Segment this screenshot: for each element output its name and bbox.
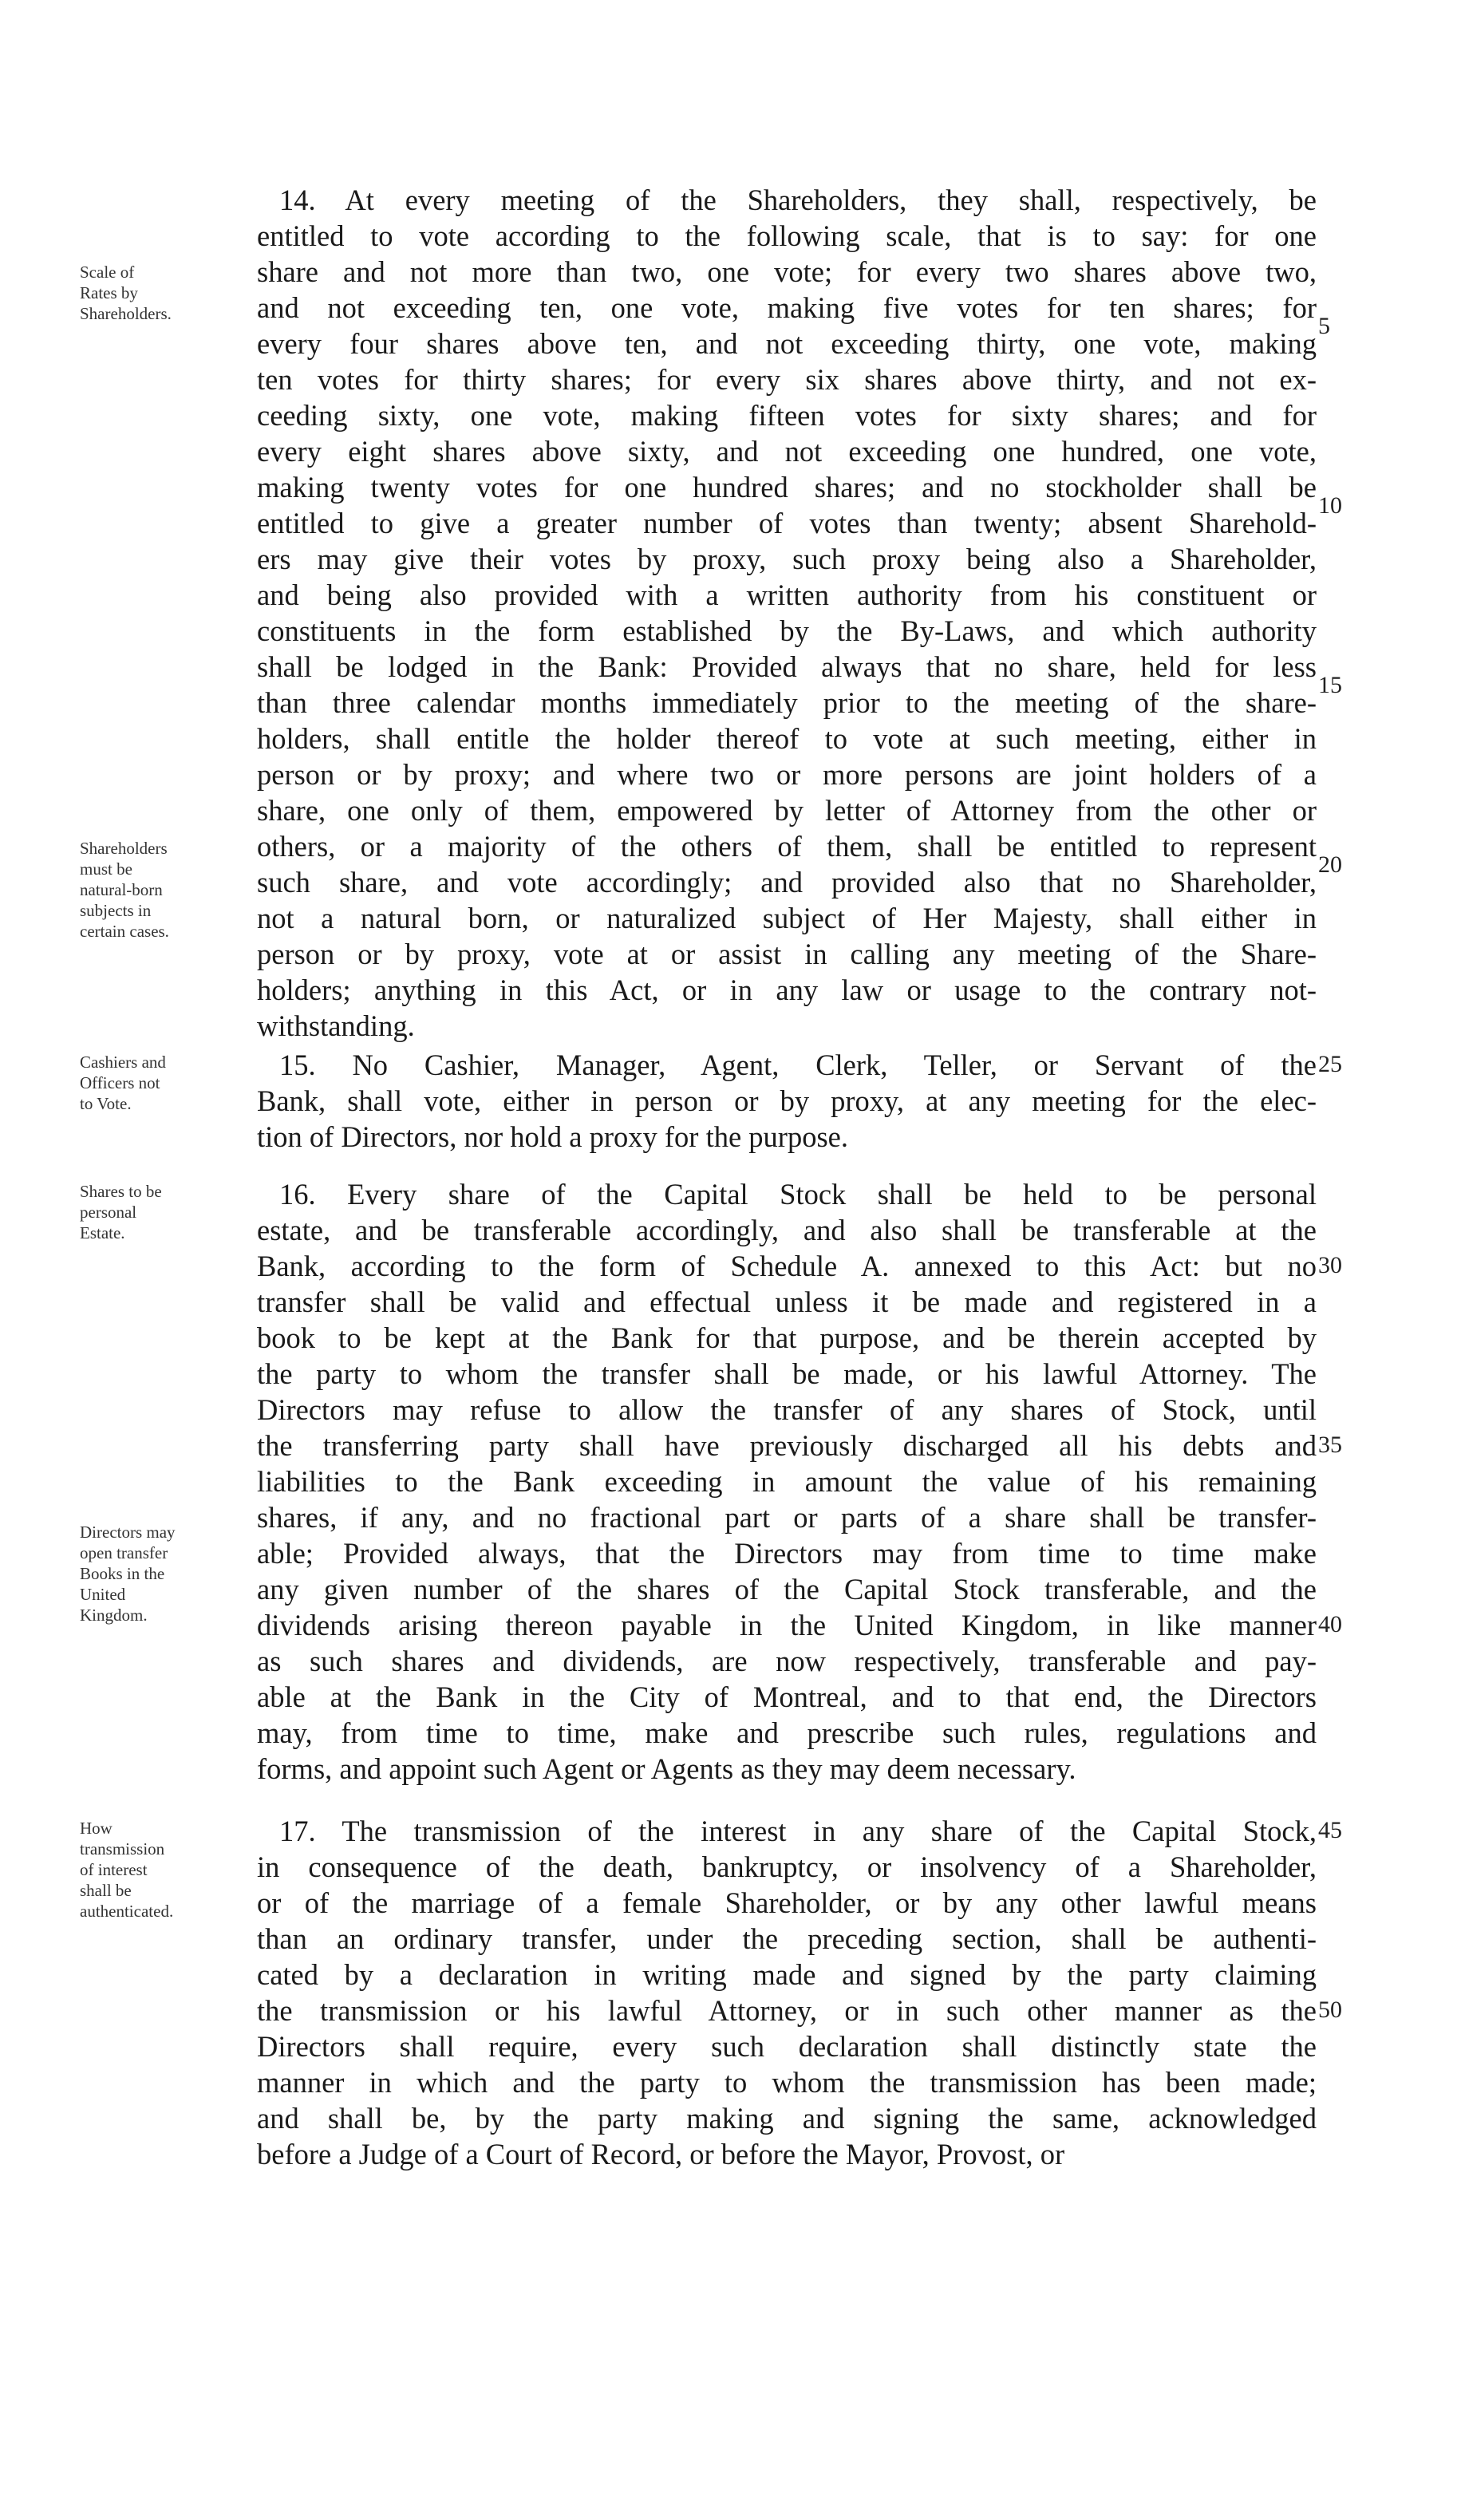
margin-note-line: subjects in	[80, 901, 152, 920]
text-line: Directors may refuse to allow the transfer of any shares of Stock, until	[257, 1393, 1317, 1426]
text-line: Directors shall require, every such declaration shall distinctly state the	[257, 2030, 1317, 2063]
text-line: entitled to give a greater number of votes than twenty; absent Sharehold-	[257, 507, 1317, 539]
text-line: as such shares and dividends, are now respectively, transferable and pay-	[257, 1645, 1317, 1677]
margin-note-line: transmission	[80, 1839, 165, 1858]
margin-note-line: must be	[80, 859, 132, 879]
text-line: estate, and be transferable accordingly, and also shall be transferable at the	[257, 1214, 1317, 1246]
text-line: shares, if any, and no fractional part or parts of a share shall be transfer-	[257, 1501, 1317, 1534]
text-line: entitled to vote according to the following scale, that is to say: for one	[257, 219, 1317, 252]
margin-note-cashiers-officers	[80, 1052, 243, 1114]
margin-note-line: authenticated.	[80, 1902, 174, 1921]
text-line: share and not more than two, one vote; for every two shares above two,	[257, 255, 1317, 288]
text-line: 16. Every share of the Capital Stock shall be held to be personal	[279, 1178, 1317, 1211]
text-line: share, one only of them, empowered by letter of Attorney from the other or	[257, 794, 1317, 827]
section-14	[257, 182, 1317, 1044]
margin-note-line: How	[80, 1819, 113, 1838]
text-line: liabilities to the Bank exceeding in amount the value of his remaining	[257, 1465, 1317, 1498]
text-line: ers may give their votes by proxy, such proxy being also a Shareholder,	[257, 543, 1317, 575]
margin-note-line: Officers not	[80, 1073, 160, 1092]
section-17	[257, 1813, 1317, 2172]
text-line: withstanding.	[257, 1009, 415, 1042]
text-line: than an ordinary transfer, under the preceding section, shall be authenti-	[257, 1922, 1317, 1955]
text-line: manner in which and the party to whom the transmission has been made;	[257, 2066, 1317, 2099]
text-line: in consequence of the death, bankruptcy, or insolvency of a Shareholder,	[257, 1851, 1317, 1883]
text-line: making twenty votes for one hundred shares; and no stockholder shall be	[257, 471, 1317, 504]
text-line: and shall be, by the party making and signing the same, acknowledged	[257, 2102, 1317, 2135]
margin-note-line: United	[80, 1585, 126, 1604]
text-line: and being also provided with a written authority from his constituent or	[257, 579, 1317, 611]
text-line: transfer shall be valid and effectual unless it be made and registered in a	[257, 1286, 1317, 1318]
margin-note-line: to Vote.	[80, 1094, 132, 1113]
margin-note-line: Directors may	[80, 1523, 176, 1542]
text-line: than three calendar months immediately prior to the meeting of the share-	[257, 686, 1317, 719]
text-line: such share, and vote accordingly; and provided also that no Shareholder,	[257, 866, 1317, 899]
line-number: 35	[1318, 1432, 1342, 1458]
text-line: the transferring party shall have previously discharged all his debts and	[257, 1429, 1317, 1462]
margin-note-transmission-interest	[80, 1818, 243, 1922]
text-line: forms, and appoint such Agent or Agents as they may deem necessary.	[257, 1752, 1076, 1785]
margin-note-scale-of-rates	[80, 262, 243, 324]
text-line: every eight shares above sixty, and not exceeding one hundred, one vote,	[257, 435, 1317, 468]
margin-note-line: Rates by	[80, 283, 138, 302]
text-line: Bank, according to the form of Schedule A. annexed to this Act: but no	[257, 1250, 1317, 1282]
margin-note-line: shall be	[80, 1881, 132, 1900]
margin-note-line: Cashiers and	[80, 1053, 166, 1072]
line-number: 15	[1318, 672, 1342, 698]
section-15	[257, 1047, 1317, 1155]
text-line: able; Provided always, that the Directors may from time to time make	[257, 1537, 1317, 1570]
margin-note-line: Kingdom.	[80, 1606, 148, 1625]
line-number: 50	[1318, 1997, 1342, 2023]
text-line: every four shares above ten, and not exceeding thirty, one vote, making	[257, 327, 1317, 360]
text-line: the transmission or his lawful Attorney, or in such other manner as the	[257, 1994, 1317, 2027]
text-line: the party to whom the transfer shall be made, or his lawful Attorney. The	[257, 1357, 1317, 1390]
line-number: 20	[1318, 851, 1342, 878]
text-line: 17. The transmission of the interest in any share of the Capital Stock,	[279, 1815, 1317, 1847]
margin-note-line: open transfer	[80, 1543, 168, 1562]
text-line: not a natural born, or naturalized subject of Her Majesty, shall either in	[257, 902, 1317, 934]
text-line: Bank, shall vote, either in person or by proxy, at any meeting for the elec-	[257, 1084, 1317, 1117]
text-line: book to be kept at the Bank for that purpose, and be therein accepted by	[257, 1321, 1317, 1354]
margin-note-line: Shareholders.	[80, 304, 172, 323]
text-line: any given number of the shares of the Capital Stock transferable, and the	[257, 1573, 1317, 1606]
text-line: person or by proxy; and where two or more persons are joint holders of a	[257, 758, 1317, 791]
line-number: 30	[1318, 1252, 1342, 1278]
text-line: person or by proxy, vote at or assist in calling any meeting of the Share-	[257, 938, 1317, 970]
margin-note-line: Estate.	[80, 1223, 125, 1242]
text-line: tion of Directors, nor hold a proxy for the purpose.	[257, 1120, 848, 1153]
text-line: constituents in the form established by the By-Laws, and which authority	[257, 614, 1317, 647]
section-16	[257, 1176, 1317, 1787]
text-line: holders; anything in this Act, or in any law or usage to the contrary not-	[257, 974, 1317, 1006]
text-line: may, from time to time, make and prescribe such rules, regulations and	[257, 1716, 1317, 1749]
margin-note-line: of interest	[80, 1860, 148, 1879]
text-line: cated by a declaration in writing made and signed by the party claiming	[257, 1958, 1317, 1991]
line-number: 10	[1318, 492, 1342, 519]
margin-note-line: certain cases.	[80, 922, 169, 941]
text-line: dividends arising thereon payable in the United Kingdom, in like manner	[257, 1609, 1317, 1641]
margin-note-line: Books in the	[80, 1564, 165, 1583]
margin-note-line: Shares to be	[80, 1182, 162, 1201]
margin-note-line: natural-born	[80, 880, 163, 899]
text-line: 14. At every meeting of the Shareholders, they shall, respectively, be	[279, 184, 1317, 216]
text-line: ten votes for thirty shares; for every six shares above thirty, and not ex-	[257, 363, 1317, 396]
text-line: shall be lodged in the Bank: Provided always that no share, held for less	[257, 650, 1317, 683]
text-line: ceeding sixty, one vote, making fifteen votes for sixty shares; and for	[257, 399, 1317, 432]
line-number: 40	[1318, 1611, 1342, 1637]
margin-note-line: Scale of	[80, 263, 135, 282]
line-number: 45	[1318, 1817, 1342, 1843]
text-line: others, or a majority of the others of them, shall be entitled to represent	[257, 830, 1317, 863]
text-line: holders, shall entitle the holder thereof to vote at such meeting, either in	[257, 722, 1317, 755]
margin-note-transfer-books	[80, 1522, 243, 1625]
line-number: 25	[1318, 1051, 1342, 1077]
margin-note-shares-personal-estate	[80, 1181, 243, 1243]
text-line: 15. No Cashier, Manager, Agent, Clerk, Teller, or Servant of the	[279, 1049, 1317, 1081]
text-line: and not exceeding ten, one vote, making five votes for ten shares; for	[257, 291, 1317, 324]
line-number: 5	[1318, 313, 1330, 339]
margin-note-natural-born-subjects	[80, 838, 243, 942]
margin-note-line: Shareholders	[80, 839, 168, 858]
margin-note-line: personal	[80, 1203, 137, 1222]
text-line: or of the marriage of a female Shareholder, or by any other lawful means	[257, 1886, 1317, 1919]
text-line: before a Judge of a Court of Record, or before the Mayor, Provost, or	[257, 2138, 1065, 2170]
text-line: able at the Bank in the City of Montreal, and to that end, the Directors	[257, 1681, 1317, 1713]
